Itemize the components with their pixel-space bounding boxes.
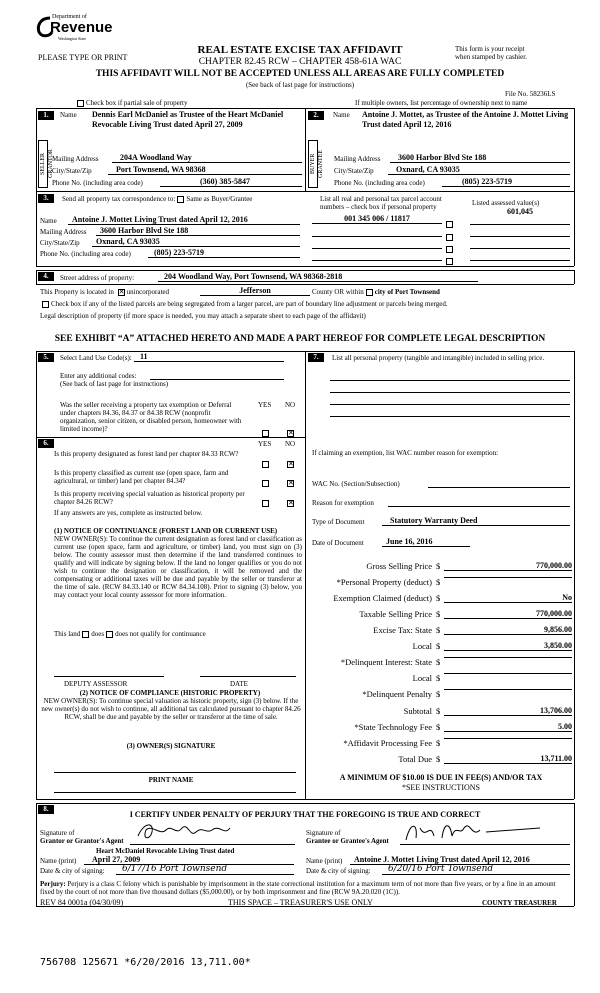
owner-signature-label: (3) OWNER(S) SIGNATURE: [126, 742, 216, 750]
exemption-yes-header: YES: [258, 401, 272, 409]
partial-sale-row: [75, 99, 187, 107]
dollar-sign: $: [436, 577, 441, 587]
partial-sale-label: Check box if partial sale of property: [86, 99, 188, 107]
deputy-assessor-label: DEPUTY ASSESSOR: [64, 680, 128, 688]
calc-label: Subtotal: [403, 706, 432, 716]
tax-city-label: City/State/Zip: [40, 239, 80, 247]
tax-city[interactable]: Oxnard, CA 93035: [92, 237, 300, 247]
calc-value[interactable]: [444, 738, 572, 739]
parcel-header-1: List all real and personal tax parcel account: [320, 195, 442, 203]
grantor-agent-label: Grantor or Grantor's Agent: [40, 837, 124, 845]
section-5-badge: 5.: [38, 353, 54, 362]
wac-number-field[interactable]: [428, 480, 570, 488]
calc-label: Taxable Selling Price: [359, 609, 432, 619]
tax-name-label: Name: [40, 217, 57, 225]
dollar-sign: $: [436, 657, 441, 667]
calc-value[interactable]: 3,850.00: [444, 641, 572, 651]
calc-label: Local: [412, 673, 432, 683]
current-use-yes-checkbox[interactable]: [260, 474, 271, 492]
seller-name[interactable]: Dennis Earl McDaniel as Trustee of the Heart McDaniel Revocable Living Trust dated April 27, 2009: [92, 110, 284, 129]
print-note: PLEASE TYPE OR PRINT: [38, 53, 128, 62]
file-number: File No. 58236LS: [505, 90, 556, 98]
logo-state: Washington State: [58, 36, 87, 41]
compliance-body: NEW OWNER(S): To continue special valuation as historic property, sign (3) below. If the new owner(s) do not wish to continue, all additional tax calculated pursuant to chapter 84.26 RCW, shall be due and payable by the seller or transferor at the time of sale.: [41, 697, 301, 721]
form-title: REAL ESTATE EXCISE TAX AFFIDAVIT: [197, 44, 403, 56]
calc-value[interactable]: 13,711.00: [444, 754, 572, 764]
assessed-header: Listed assessed value(s): [472, 199, 540, 207]
grantee-name[interactable]: Antoine J. Mottet Living Trust dated April 12, 2016: [350, 855, 570, 865]
continuance-body: NEW OWNER(S): To continue the current designation as forest land or classification as current use (open space, farm and agriculture, or timber) land, you must sign on (3) below. The county assessor must then determine if the land transferred continues to qualify and will indicate by signing below. If the land no longer qualifies or you do not wish to continue the designation or classification, it will be removed and the compensating or additional taxes will be due and payable by the seller or transferor at the time of sale. (RCW 84.33.140 or RCW 84.34.108). Prior to signing (3) below, you may contact your local county assessor for more information.: [54, 535, 302, 599]
section-4-badge: 4.: [38, 272, 54, 281]
grantee-name-label: Name (print): [306, 857, 343, 865]
receipt-note-2: when stamped by cashier.: [455, 53, 527, 61]
buyer-city-label: City/State/Zip: [334, 167, 374, 175]
calc-label: *State Technology Fee: [354, 722, 432, 732]
forest-land-question: Is this property designated as forest land per chapter 84.33 RCW?: [54, 450, 239, 458]
tax-corr-label: Send all property tax correspondence to:: [62, 195, 176, 203]
form-revision: REV 84 0001a (04/30/09): [40, 898, 124, 907]
calc-row: [312, 577, 572, 589]
seller-phone-label: Phone No. (including area code): [52, 179, 143, 187]
wac-number-label: WAC No. (Section/Subsection): [312, 480, 400, 488]
calc-row: [312, 625, 572, 637]
form-warning: THIS AFFIDAVIT WILL NOT BE ACCEPTED UNLESS ALL AREAS ARE FULLY COMPLETED: [95, 69, 505, 79]
land-use-label: Select Land Use Code(s):: [60, 354, 132, 362]
county-treasurer-label: COUNTY TREASURER: [482, 899, 557, 907]
tax-phone[interactable]: (805) 223-5719: [148, 248, 300, 258]
parcel-header-2: numbers – check box if personal property: [320, 203, 437, 211]
current-use-no-checkbox[interactable]: ✕: [288, 478, 294, 487]
exemption-reason-field[interactable]: [388, 499, 570, 507]
wac-claim-label: If claiming an exemption, list WAC number reason for exemption:: [312, 449, 499, 457]
print-name-label: PRINT NAME: [148, 776, 194, 784]
grantee-signature-mark: [400, 818, 570, 844]
seller-city[interactable]: Port Townsend, WA 98368: [108, 165, 302, 175]
parcel-line-3[interactable]: [312, 240, 442, 249]
grantor-name[interactable]: April 27, 2009: [84, 855, 294, 865]
calc-label: *Affidavit Processing Fee: [343, 738, 432, 748]
calc-label: Gross Selling Price: [366, 561, 432, 571]
does-qualify-checkbox[interactable]: [82, 631, 89, 638]
dollar-sign: $: [436, 609, 441, 619]
same-as-buyer-label: Same as Buyer/Grantee: [186, 195, 253, 203]
grantee-sig-of: Signature of: [306, 829, 341, 837]
grantor-trust-line: Heart McDaniel Revocable Living Trust dated: [96, 847, 235, 855]
calc-label: Local: [412, 641, 432, 651]
section-8-badge: 8.: [38, 805, 54, 814]
unincorporated-checkbox[interactable]: ✕: [118, 287, 125, 296]
logo-dept: Department of: [52, 14, 87, 20]
grantee-signature[interactable]: [400, 818, 570, 845]
grantor-sig-of: Signature of: [40, 829, 75, 837]
grantor-signature[interactable]: [130, 818, 295, 845]
seller-phone[interactable]: (360) 385-5847: [160, 177, 302, 187]
calc-row: [312, 561, 572, 573]
land-use-code[interactable]: 11: [134, 352, 284, 362]
calc-label: *Delinquent Interest: State: [340, 657, 432, 667]
buyer-phone-label: Phone No. (including area code): [334, 179, 425, 187]
calc-value[interactable]: [444, 657, 572, 658]
calc-row: [312, 593, 572, 605]
county-name[interactable]: Jefferson: [200, 286, 310, 296]
dollar-sign: $: [436, 706, 441, 716]
logo-name: Revenue: [50, 19, 113, 36]
grantor-date-city[interactable]: 6/17/16 Port Townsend: [116, 864, 294, 875]
calc-row: [312, 609, 572, 621]
doc-type[interactable]: Statutory Warranty Deed: [382, 516, 570, 526]
yes-answer-note: If any answers are yes, complete as instructed below.: [54, 509, 203, 517]
see-instructions-note: *SEE INSTRUCTIONS: [401, 783, 480, 792]
back-note: (See back of last page for instructions): [245, 81, 355, 89]
doc-date-label: Date of Document: [312, 539, 364, 547]
calc-value[interactable]: 770,000.00: [444, 609, 572, 619]
assessor-date-label: DATE: [230, 680, 248, 688]
tax-corr-row: [62, 195, 252, 203]
personal-property-label: List all personal property (tangible and intangible) included in selling price.: [332, 354, 545, 362]
sec6-no-header: NO: [285, 440, 296, 448]
calc-row: [312, 657, 572, 669]
parcel-line-4[interactable]: [312, 252, 442, 261]
forest-yes-checkbox[interactable]: [260, 455, 271, 473]
section-3-badge: 3.: [38, 194, 54, 203]
seller-city-label: City/State/Zip: [52, 167, 92, 175]
calc-label: Excise Tax: State: [373, 625, 432, 635]
within-row: County OR within city of Port Townsend: [312, 288, 440, 296]
sec6-yes-header: YES: [258, 440, 272, 448]
dollar-sign: $: [436, 722, 441, 732]
seller-mailing[interactable]: 204A Woodland Way: [112, 153, 302, 163]
additional-codes-field[interactable]: [150, 372, 284, 380]
exhibit-reference: SEE EXHIBIT “A” ATTACHED HERETO AND MADE A PART HEREOF FOR COMPLETE LEGAL DESCRIPTION: [54, 334, 546, 344]
parcel-checkbox-4[interactable]: [444, 252, 455, 270]
section-7-badge: 7.: [308, 353, 324, 362]
dollar-sign: $: [436, 754, 441, 764]
located-row: This Property is located in ✕ unincorporated: [40, 287, 170, 296]
receipt-note-1: This form is your receipt: [455, 45, 525, 53]
dor-logo: [36, 14, 113, 48]
doc-date[interactable]: June 16, 2016: [382, 537, 470, 547]
calc-value[interactable]: No: [444, 593, 572, 603]
calc-value[interactable]: [444, 689, 572, 690]
grantee-date-label: Date & city of signing:: [306, 867, 371, 875]
buyer-mailing[interactable]: 3600 Harbor Blvd Ste 188: [390, 153, 570, 163]
dollar-sign: $: [436, 641, 441, 651]
grantor-name-label: Name (print): [40, 857, 77, 865]
same-as-buyer-checkbox[interactable]: [177, 196, 184, 203]
assessed-value[interactable]: 601,045: [507, 207, 533, 216]
additional-codes-label: Enter any additional codes:: [60, 372, 137, 380]
legal-description-label: Legal description of property (if more space is needed, you may attach a separate sheet to each page of the affidavit): [40, 312, 366, 320]
street-address[interactable]: 204 Woodland Way, Port Townsend, WA 98368-2818: [158, 272, 478, 282]
calc-row: [312, 722, 572, 734]
cashier-stamp: 756708 125671 *6/20/2016 13,711.00*: [40, 957, 251, 968]
buyer-side-label: BUYER GRANTEE: [308, 140, 318, 188]
historical-no-checkbox[interactable]: ✕: [288, 498, 294, 507]
forest-no-checkbox[interactable]: ✕: [288, 459, 294, 468]
calc-value[interactable]: 13,706.00: [444, 706, 572, 716]
form-chapter: CHAPTER 82.45 RCW – CHAPTER 458-61A WAC: [198, 57, 402, 67]
tax-mailing-label: Mailing Address: [40, 228, 87, 236]
calc-value[interactable]: 770,000.00: [444, 561, 572, 571]
seller-side-label: SELLER GRANTOR: [38, 140, 48, 188]
calc-label: *Delinquent Penalty: [362, 689, 432, 699]
calc-value[interactable]: [444, 673, 572, 674]
city-checkbox[interactable]: [366, 289, 373, 296]
historical-question: Is this property receiving special valuation as historical property per chapter 84.26 RCW?: [54, 490, 245, 506]
calc-row: [312, 641, 572, 653]
calc-row: [312, 738, 572, 750]
segregated-checkbox[interactable]: [42, 301, 49, 308]
current-use-question: Is this property classified as current use (open space, farm and agricultural, or timber) land per chapter 84.34?: [54, 469, 229, 485]
parcel-number[interactable]: 001 345 006 / 11817: [312, 214, 442, 224]
section-1-badge: 1.: [38, 111, 54, 120]
dollar-sign: $: [436, 561, 441, 571]
calc-value[interactable]: 5.00: [444, 722, 572, 732]
buyer-city[interactable]: Oxnard, CA 93035: [388, 165, 570, 175]
street-label: Street address of property:: [60, 274, 135, 282]
grantor-date-label: Date & city of signing:: [40, 867, 105, 875]
continuance-title: (1) NOTICE OF CONTINUANCE (FOREST LAND OR CURRENT USE): [54, 527, 278, 535]
section-6-badge: 6.: [38, 439, 54, 448]
calc-row: [312, 706, 572, 718]
perjury-notice: Perjury: Perjury is a class C felony which is punishable by imprisonment in the state correctional institution for a maximum term of not more than five years, or by a fine in an amount fixed by the court of not more than five thousand dollars ($5,000.00), or by both imprisonment and fine (RCW 9A.20.020 (1C)).: [40, 880, 556, 896]
buyer-mailing-label: Mailing Address: [334, 155, 381, 163]
segregated-row: Check box if any of the listed parcels are being segregated from a larger parcel, are part of boundary line adjustment or parcels being merged.: [40, 300, 448, 308]
dollar-sign: $: [436, 738, 441, 748]
dollar-sign: $: [436, 625, 441, 635]
tax-phone-label: Phone No. (including area code): [40, 250, 131, 258]
grantee-date-city[interactable]: 6/20/16 Port Townsend: [382, 864, 570, 875]
exemption-reason-label: Reason for exemption: [312, 499, 374, 507]
partial-sale-checkbox[interactable]: [77, 100, 84, 107]
compliance-title: (2) NOTICE OF COMPLIANCE (HISTORIC PROPERTY): [79, 689, 261, 697]
minimum-due-note: A MINIMUM OF $10.00 IS DUE IN FEE(S) AND/OR TAX: [339, 773, 543, 782]
calc-label: *Personal Property (deduct): [336, 577, 432, 587]
exemption-no-header: NO: [285, 401, 296, 409]
calc-label: Exemption Claimed (deduct): [333, 593, 432, 603]
treasurer-space-label: THIS SPACE – TREASURER'S USE ONLY: [228, 898, 373, 907]
calc-value[interactable]: 9,856.00: [444, 625, 572, 635]
calc-row: [312, 754, 572, 766]
calc-row: [312, 689, 572, 701]
certify-statement: I CERTIFY UNDER PENALTY OF PERJURY THAT THE FOREGOING IS TRUE AND CORRECT: [129, 810, 481, 819]
this-land-row: This land does does not qualify for continuance: [54, 630, 206, 638]
historical-yes-checkbox[interactable]: [260, 494, 271, 512]
exemption-question: Was the seller receiving a property tax exemption or Deferral under chapters 84.36, 84.37 or 84.38 RCW (nonprofit organization, senior citizen, or disabled person, homeowner with limited income)?: [60, 401, 242, 433]
parcel-line-2[interactable]: [312, 228, 442, 237]
grantee-agent-label: Grantee or Grantee's Agent: [306, 837, 389, 845]
seller-name-label: Name: [60, 111, 77, 119]
additional-codes-note: (See back of last page for instructions): [60, 380, 169, 388]
buyer-phone[interactable]: (805) 223-5719: [442, 177, 570, 187]
dollar-sign: $: [436, 593, 441, 603]
calc-label: Total Due: [398, 754, 432, 764]
buyer-name[interactable]: Antoine J. Mottet, as Trustee of the Antoine J. Mottet Living Trust dated April 12, 2016: [362, 110, 569, 129]
dollar-sign: $: [436, 673, 441, 683]
buyer-name-label: Name: [333, 111, 350, 119]
dollar-sign: $: [436, 689, 441, 699]
doc-type-label: Type of Document: [312, 518, 365, 526]
seller-mailing-label: Mailing Address: [52, 155, 99, 163]
does-not-qualify-checkbox[interactable]: [106, 631, 113, 638]
multi-owner-note: If multiple owners, list percentage of ownership next to name: [355, 99, 528, 107]
grantor-signature-mark: [130, 818, 295, 844]
tax-mailing[interactable]: 3600 Harbor Blvd Ste 188: [96, 226, 300, 236]
calc-row: [312, 673, 572, 685]
section-2-badge: 2.: [308, 111, 324, 120]
tax-name[interactable]: Antoine J. Mottet Living Trust dated April 12, 2016: [68, 215, 300, 225]
calc-value[interactable]: [444, 577, 572, 578]
exemption-no-checkbox[interactable]: ✕: [288, 428, 294, 437]
